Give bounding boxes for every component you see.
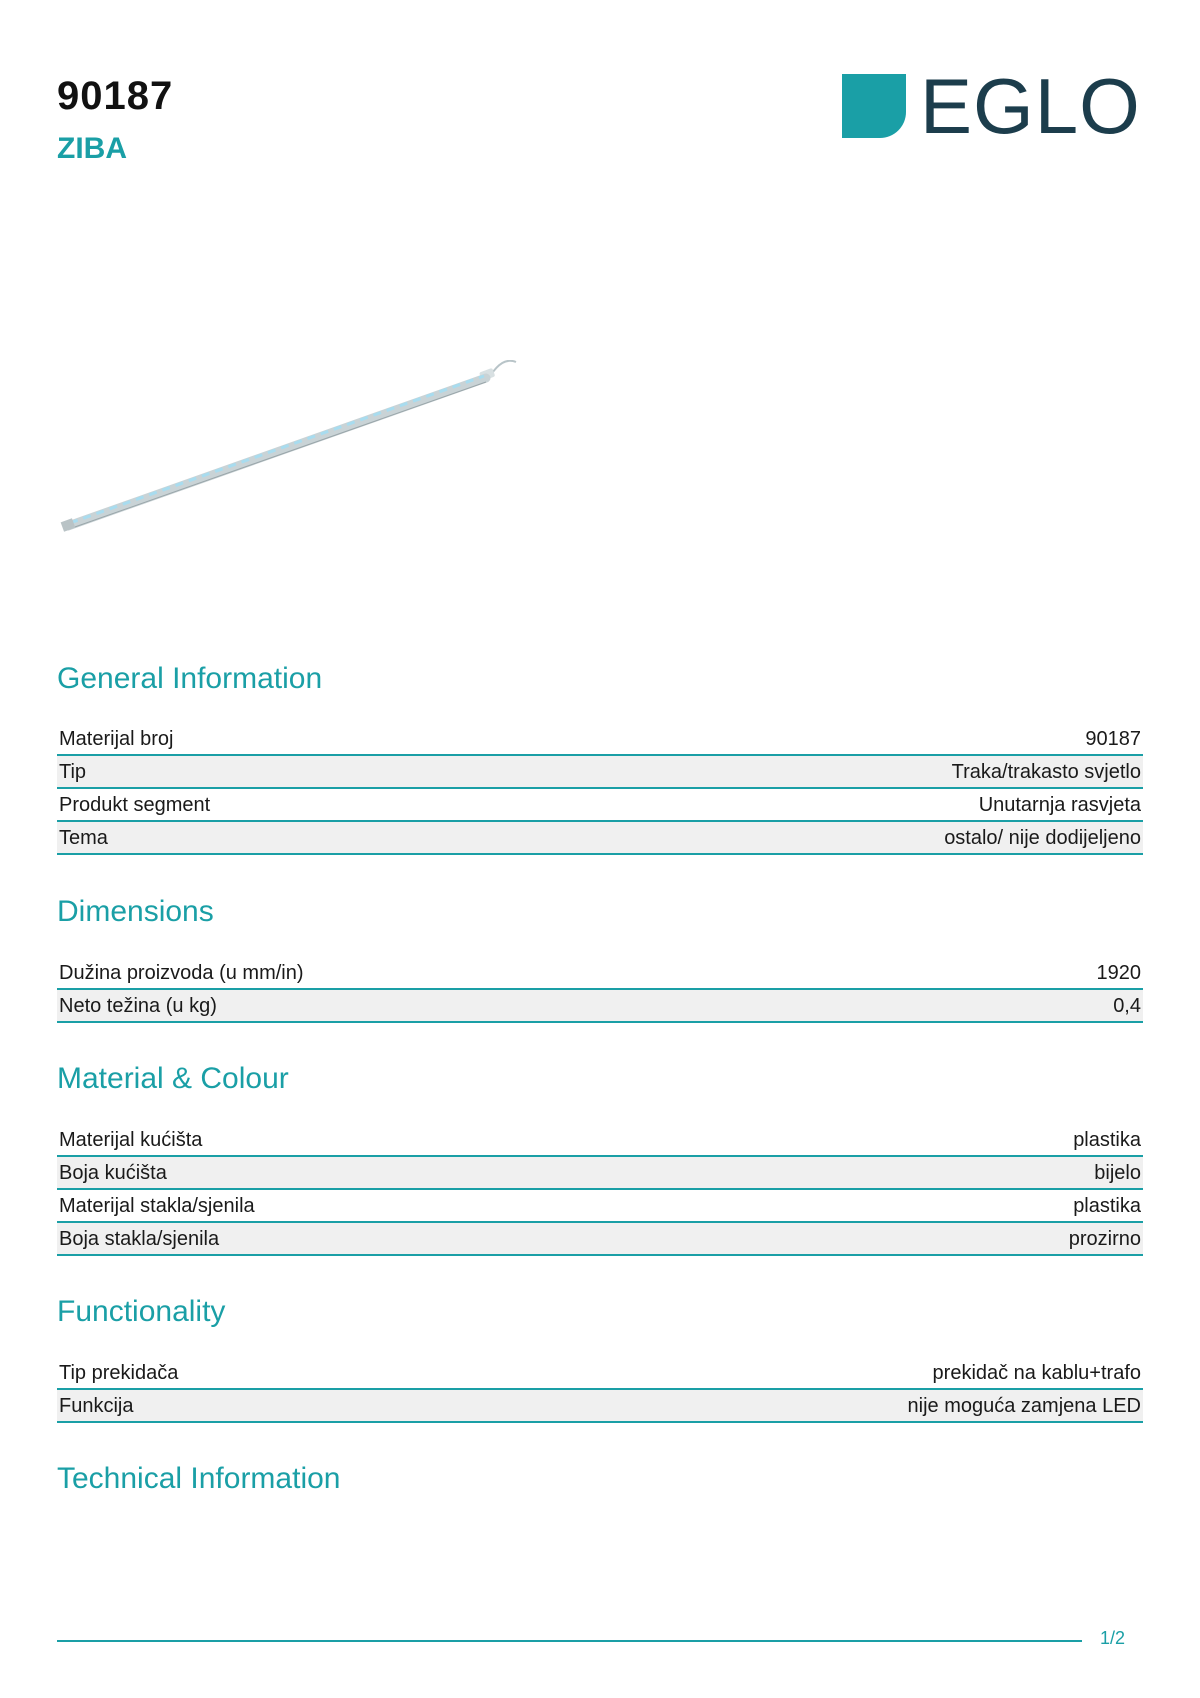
row-value: ostalo/ nije dodijeljeno	[944, 827, 1141, 849]
row-value: nije moguća zamjena LED	[907, 1395, 1141, 1417]
row-value: Traka/trakasto svjetlo	[951, 761, 1141, 783]
row-label: Tema	[59, 827, 108, 849]
row-label: Funkcija	[59, 1395, 134, 1417]
row-value: 0,4	[1113, 995, 1141, 1017]
product-number: 90187	[57, 74, 174, 118]
general-info-table	[57, 723, 1143, 855]
table-row	[57, 957, 1143, 990]
section-title-general: General Information	[57, 662, 323, 695]
row-value: bijelo	[1094, 1162, 1141, 1184]
section-title-functionality: Functionality	[57, 1295, 226, 1328]
row-value: prekidač na kablu+trafo	[932, 1362, 1141, 1384]
section-title-technical: Technical Information	[57, 1462, 341, 1495]
row-label: Boja kućišta	[59, 1162, 167, 1184]
row-label: Materijal kućišta	[59, 1129, 203, 1151]
material-colour-table	[57, 1124, 1143, 1256]
table-row	[57, 990, 1143, 1023]
logo-text: EGLO	[920, 62, 1141, 150]
row-label: Boja stakla/sjenila	[59, 1228, 220, 1250]
row-label: Materijal broj	[59, 728, 174, 750]
table-row	[57, 822, 1143, 855]
row-value: plastika	[1073, 1195, 1141, 1217]
product-name: ZIBA	[57, 132, 127, 165]
functionality-table	[57, 1357, 1143, 1423]
table-row	[57, 1223, 1143, 1256]
table-row	[57, 1390, 1143, 1423]
table-row	[57, 1124, 1143, 1157]
table-row	[57, 1190, 1143, 1223]
row-value: plastika	[1073, 1129, 1141, 1151]
row-value: 1920	[1096, 962, 1141, 984]
dimensions-table	[57, 957, 1143, 1023]
table-row	[57, 756, 1143, 789]
row-value: prozirno	[1068, 1228, 1141, 1250]
eglo-logo	[842, 62, 1154, 150]
row-label: Produkt segment	[59, 794, 211, 816]
row-label: Tip prekidača	[59, 1362, 179, 1384]
led-strip-image	[60, 360, 520, 540]
table-row	[57, 1157, 1143, 1190]
row-label: Dužina proizvoda (u mm/in)	[59, 962, 304, 984]
row-label: Tip	[59, 761, 87, 783]
row-label: Neto težina (u kg)	[59, 995, 217, 1017]
table-row	[57, 723, 1143, 756]
table-row	[57, 1357, 1143, 1390]
table-row	[57, 789, 1143, 822]
row-value: 90187	[1085, 728, 1141, 750]
row-value: Unutarnja rasvjeta	[978, 794, 1141, 816]
section-title-material: Material & Colour	[57, 1062, 289, 1095]
logo-mark-icon	[842, 74, 906, 138]
row-label: Materijal stakla/sjenila	[59, 1195, 255, 1217]
section-title-dimensions: Dimensions	[57, 895, 214, 928]
footer-divider	[57, 1640, 1082, 1642]
page-number: 1/2	[1100, 1628, 1126, 1648]
